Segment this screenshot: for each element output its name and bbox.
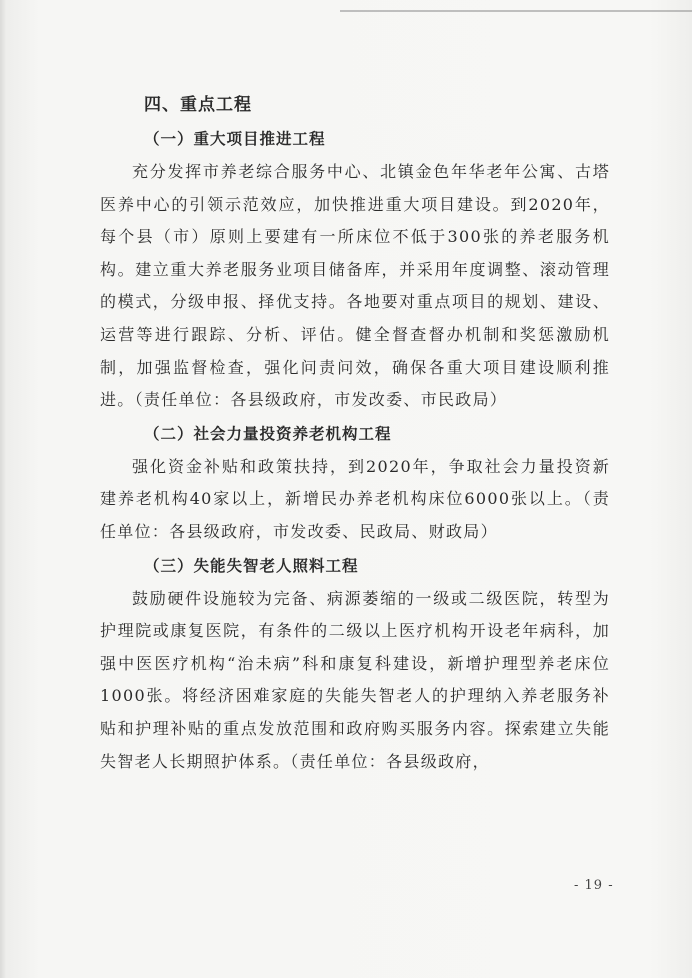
subsection-paragraph-1: 充分发挥市养老综合服务中心、北镇金色年华老年公寓、古塔医养中心的引领示范效应，加快推进重大项目建设。到2020年，每个县（市）原则上要建有一所床位不低于300张的养老服务机构。建立重大养老服务业项目储备库，并采用年度调整、滚动管理的模式，分级申报、择优支持。各地要对重点项目的规划、建设、运营等进行跟踪、分析、评估。健全督查督办机制和奖惩激励机制，加强监督检查，强化问责问效，确保各重大项目建设顺利推进。（责任单位：各县级政府，市发改委、市民政局） [100, 162, 610, 410]
subsection-paragraph-2: 强化资金补贴和政策扶持，到2020年，争取社会力量投资新建养老机构40家以上，新增民办养老机构床位6000张以上。（责任单位：各县级政府，市发改委、民政局、财政局） [100, 456, 610, 541]
page-number: - 19 - [574, 878, 614, 893]
scan-edge-shadow [0, 0, 6, 978]
subsection-heading-2: （二）社会力量投资养老机构工程 [144, 424, 392, 443]
subsection-heading-3: （三）失能失智老人照料工程 [144, 556, 359, 575]
subsection-paragraph-3: 鼓励硬件设施较为完备、病源萎缩的一级或二级医院，转型为护理院或康复医院，有条件的二级以上医疗机构开设老年病科，加强中医医疗机构“治未病”科和康复科建设，新增护理型养老床位1000张。将经济困难家庭的失能失智老人的护理纳入养老服务补贴和护理补贴的重点发放范围和政府购买服务内容。探索建立失能失智老人长期照护体系。（责任单位：各县级政府， [100, 588, 610, 771]
section-heading: 四、重点工程 [144, 95, 252, 115]
top-rule-line [340, 10, 692, 12]
page-content [100, 88, 610, 778]
subsection-heading-1: （一）重大项目推进工程 [144, 130, 326, 148]
